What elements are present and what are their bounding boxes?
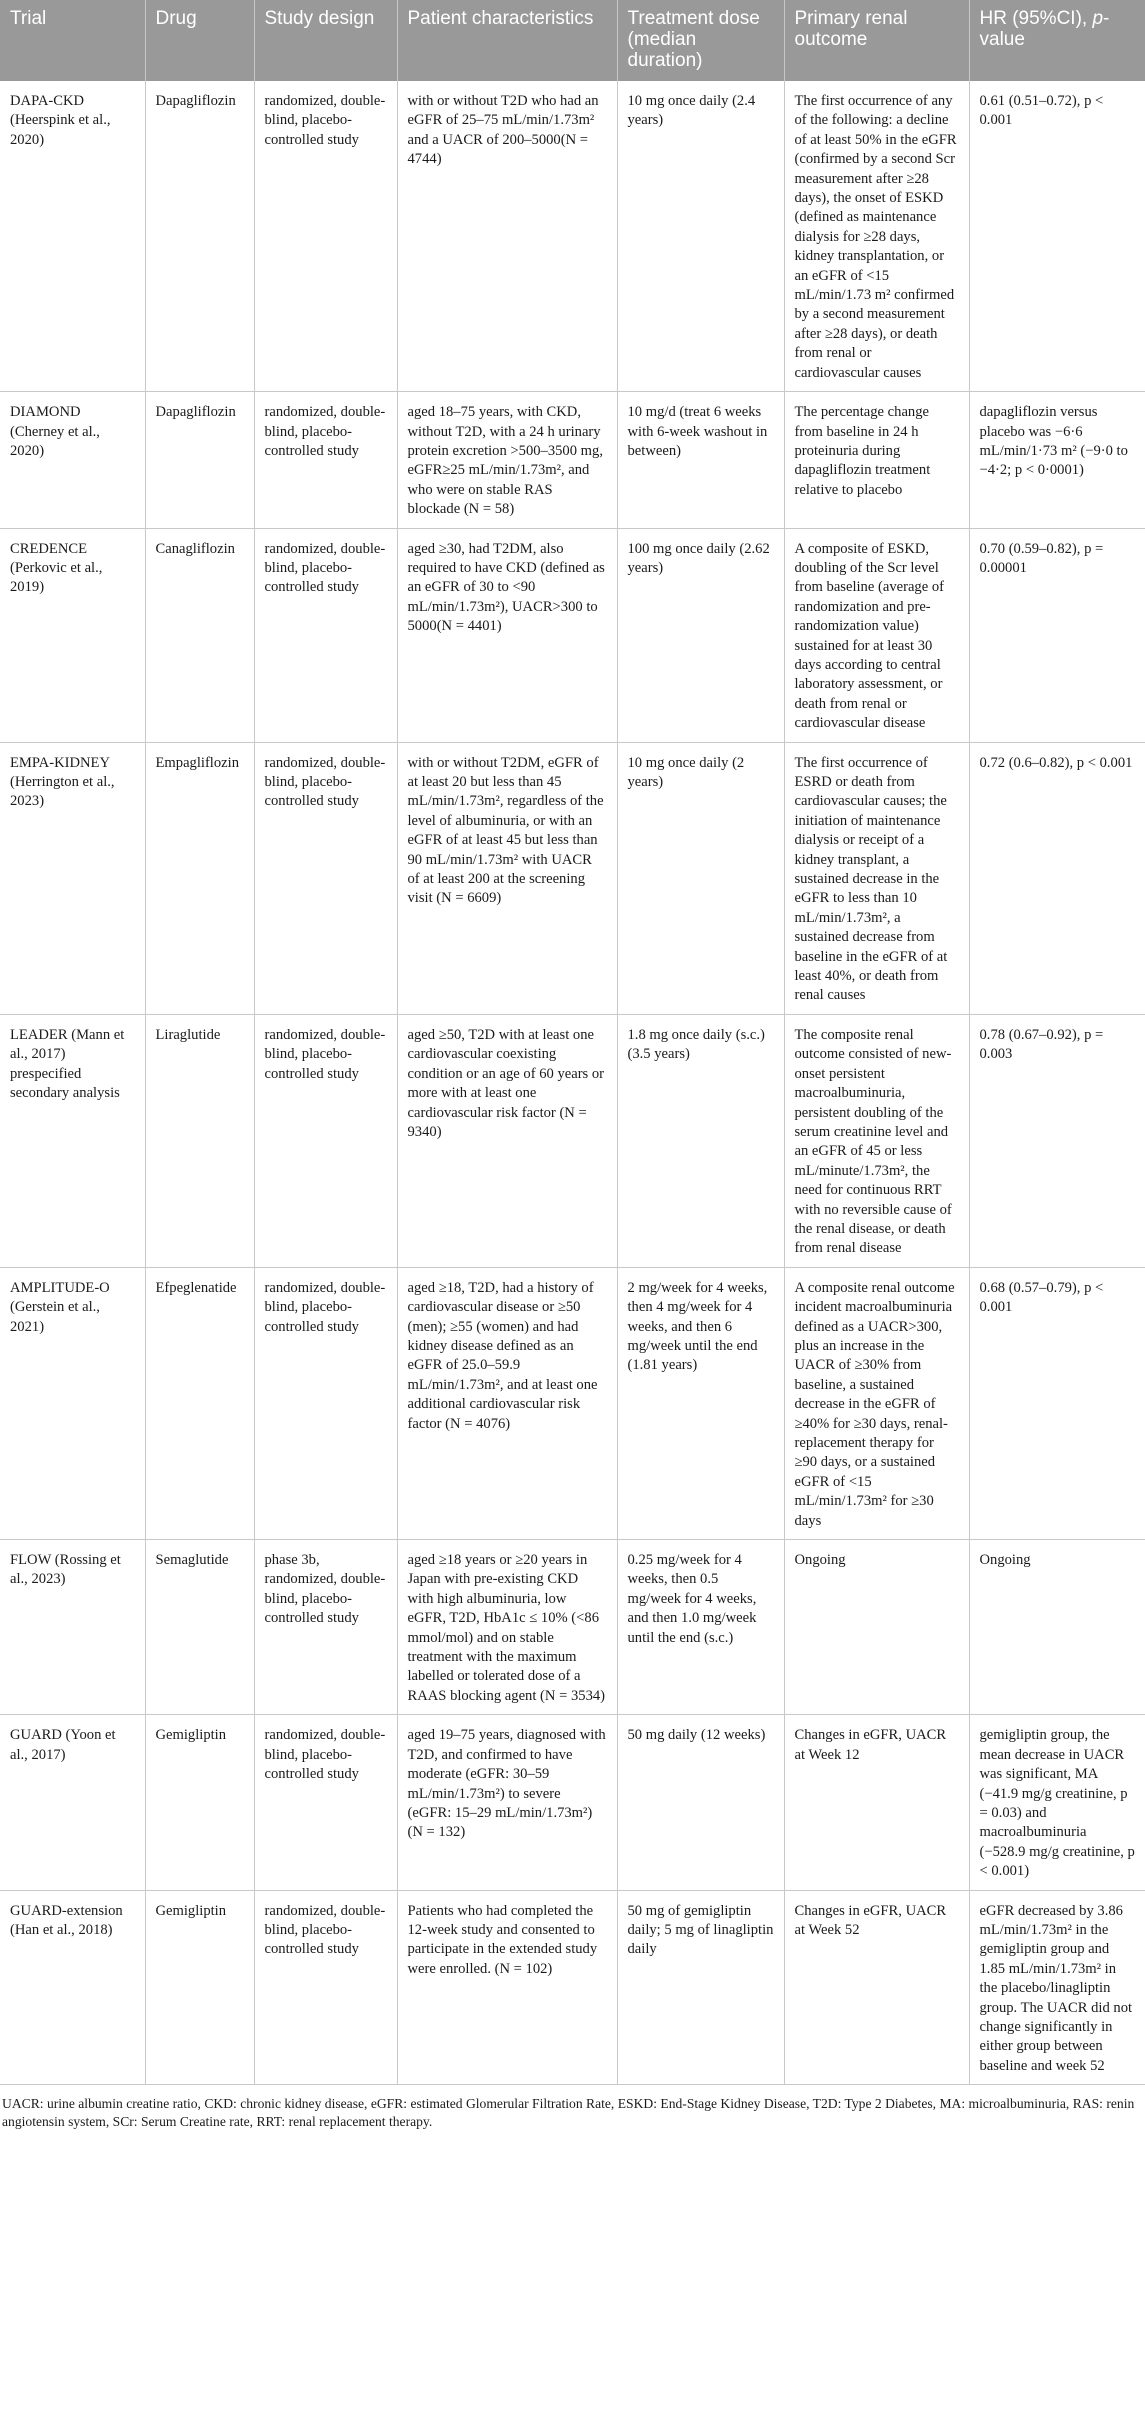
cell-dose: 100 mg once daily (2.62 years) — [617, 528, 784, 742]
cell-trial: DIAMOND (Cherney et al., 2020) — [0, 392, 145, 528]
cell-drug: Canagliflozin — [145, 528, 254, 742]
cell-patients: aged ≥18, T2D, had a history of cardiovascular disease or ≥50 (men); ≥55 (women) and had kidney disease defined as an eGFR of 25.0–59.9 mL/min/1.73m², and at least one additional cardiovascular risk factor (N = 4076) — [397, 1267, 617, 1539]
header-treatment-dose: Treatment dose (median duration) — [617, 0, 784, 81]
cell-dose: 10 mg/d (treat 6 weeks with 6-week washout in between) — [617, 392, 784, 528]
cell-drug: Dapagliflozin — [145, 392, 254, 528]
header-drug: Drug — [145, 0, 254, 81]
cell-patients: aged ≥50, T2D with at least one cardiovascular coexisting condition or an age of 60 years or more with at least one cardiovascular risk factor (N = 9340) — [397, 1014, 617, 1267]
cell-hr: 0.72 (0.6–0.82), p < 0.001 — [969, 742, 1145, 1014]
cell-dose: 1.8 mg once daily (s.c.) (3.5 years) — [617, 1014, 784, 1267]
cell-design: randomized, double-blind, placebo-controlled study — [254, 1715, 397, 1890]
cell-outcome: Changes in eGFR, UACR at Week 12 — [784, 1715, 969, 1890]
cell-design: randomized, double-blind, placebo-controlled study — [254, 1890, 397, 2085]
cell-design: randomized, double-blind, placebo-controlled study — [254, 81, 397, 392]
cell-drug: Gemigliptin — [145, 1890, 254, 2085]
cell-dose: 50 mg daily (12 weeks) — [617, 1715, 784, 1890]
table-body — [0, 81, 1145, 2085]
cell-design: phase 3b, randomized, double-blind, placebo-controlled study — [254, 1540, 397, 1715]
cell-hr: 0.78 (0.67–0.92), p = 0.003 — [969, 1014, 1145, 1267]
cell-hr: eGFR decreased by 3.86 mL/min/1.73m² in the gemigliptin group and 1.85 mL/min/1.73m² in the placebo/linagliptin group. The UACR did not change significantly in either group between baseline and week 52 — [969, 1890, 1145, 2085]
header-row — [0, 0, 1145, 81]
cell-patients: with or without T2D who had an eGFR of 25–75 mL/min/1.73m² and a UACR of 200–5000(N = 4744) — [397, 81, 617, 392]
cell-outcome: The percentage change from baseline in 24 h proteinuria during dapagliflozin treatment relative to placebo — [784, 392, 969, 528]
cell-patients: Patients who had completed the 12-week study and consented to participate in the extended study were enrolled. (N = 102) — [397, 1890, 617, 2085]
table-row — [0, 1715, 1145, 1890]
table-row — [0, 1014, 1145, 1267]
header-study-design: Study design — [254, 0, 397, 81]
cell-outcome: The composite renal outcome consisted of new-onset persistent macroalbuminuria, persistent doubling of the serum creatinine level and an eGFR of 45 or less mL/minute/1.73m², the need for continuous RRT with no reversible cause of the renal disease, or death from renal disease — [784, 1014, 969, 1267]
cell-outcome: The first occurrence of ESRD or death from cardiovascular causes; the initiation of maintenance dialysis or receipt of a kidney transplant, a sustained decrease in the eGFR to less than 10 mL/min/1.73m², a sustained decrease from baseline in the eGFR of at least 40%, or death from renal causes — [784, 742, 969, 1014]
header-trial: Trial — [0, 0, 145, 81]
cell-dose: 0.25 mg/week for 4 weeks, then 0.5 mg/week for 4 weeks, and then 1.0 mg/week until the end (s.c.) — [617, 1540, 784, 1715]
cell-hr: 0.70 (0.59–0.82), p = 0.00001 — [969, 528, 1145, 742]
header-hr-main: HR (95%CI), — [979, 8, 1093, 29]
header-hr — [969, 0, 1145, 81]
cell-drug: Gemigliptin — [145, 1715, 254, 1890]
header-hr-p: p — [1092, 8, 1104, 29]
table-row — [0, 1890, 1145, 2085]
cell-trial: GUARD-extension (Han et al., 2018) — [0, 1890, 145, 2085]
table-row — [0, 392, 1145, 528]
cell-outcome: A composite of ESKD, doubling of the Scr level from baseline (average of randomization and pre-randomization value) sustained for at least 30 days according to central laboratory assessment, or death from renal or cardiovascular disease — [784, 528, 969, 742]
table-row — [0, 81, 1145, 392]
cell-design: randomized, double-blind, placebo-controlled study — [254, 1014, 397, 1267]
cell-hr: dapagliflozin versus placebo was −6·6 mL/min/1·73 m² (−9·0 to −4·2; p < 0·0001) — [969, 392, 1145, 528]
cell-hr: 0.61 (0.51–0.72), p < 0.001 — [969, 81, 1145, 392]
table-row — [0, 528, 1145, 742]
cell-outcome: Ongoing — [784, 1540, 969, 1715]
table-row — [0, 1267, 1145, 1539]
cell-outcome: A composite renal outcome incident macroalbuminuria defined as a UACR>300, plus an increase in the UACR of ≥30% from baseline, a sustained decrease in the eGFR of ≥40% for ≥30 days, renal-replacement therapy for ≥90 days, or a sustained eGFR of <15 mL/min/1.73m² for ≥30 days — [784, 1267, 969, 1539]
cell-hr: gemigliptin group, the mean decrease in UACR was significant, MA (−41.9 mg/g creatinine, p = 0.03) and macroalbuminuria (−528.9 mg/g creatinine, p < 0.001) — [969, 1715, 1145, 1890]
cell-trial: AMPLITUDE-O (Gerstein et al., 2021) — [0, 1267, 145, 1539]
cell-design: randomized, double-blind, placebo-controlled study — [254, 1267, 397, 1539]
cell-dose: 10 mg once daily (2 years) — [617, 742, 784, 1014]
cell-dose: 2 mg/week for 4 weeks, then 4 mg/week for 4 weeks, and then 6 mg/week until the end (1.81 years) — [617, 1267, 784, 1539]
cell-trial: GUARD (Yoon et al., 2017) — [0, 1715, 145, 1890]
cell-outcome: The first occurrence of any of the following: a decline of at least 50% in the eGFR (confirmed by a second Scr measurement after ≥28 days), the onset of ESKD (defined as maintenance dialysis for ≥28 days, kidney transplantation, or an eGFR of <15 mL/min/1.73 m² confirmed by a second measurement after ≥28 days), or death from renal or cardiovascular causes — [784, 81, 969, 392]
table-footnote: UACR: urine albumin creatine ratio, CKD: chronic kidney disease, eGFR: estimated Glomerular Filtration Rate, ESKD: End-Stage Kidney Disease, T2D: Type 2 Diabetes, MA: microalbuminuria, RAS: renin angiotensin system, SCr: Serum Creatine rate, RRT: renal replacement therapy. — [2, 2096, 1135, 2130]
cell-hr: Ongoing — [969, 1540, 1145, 1715]
cell-design: randomized, double-blind, placebo-controlled study — [254, 392, 397, 528]
cell-trial: FLOW (Rossing et al., 2023) — [0, 1540, 145, 1715]
header-patient-characteristics: Patient characteristics — [397, 0, 617, 81]
cell-trial: DAPA-CKD (Heerspink et al., 2020) — [0, 81, 145, 392]
cell-patients: aged 18–75 years, with CKD, without T2D, with a 24 h urinary protein excretion >500–3500 mg, eGFR≥25 mL/min/1.73m², and who were on stable RAS blockade (N = 58) — [397, 392, 617, 528]
cell-hr: 0.68 (0.57–0.79), p < 0.001 — [969, 1267, 1145, 1539]
cell-patients: with or without T2DM, eGFR of at least 20 but less than 45 mL/min/1.73m², regardless of the level of albuminuria, or with an eGFR of at least 45 but less than 90 mL/min/1.73m² with UACR of at least 200 at the screening visit (N = 6609) — [397, 742, 617, 1014]
table-row — [0, 1540, 1145, 1715]
cell-patients: aged ≥18 years or ≥20 years in Japan with pre-existing CKD with high albuminuria, low eGFR, T2D, HbA1c ≤ 10% (<86 mmol/mol) and on stable treatment with the maximum labelled or tolerated dose of a RAAS blocking agent (N = 3534) — [397, 1540, 617, 1715]
cell-drug: Semaglutide — [145, 1540, 254, 1715]
cell-outcome: Changes in eGFR, UACR at Week 52 — [784, 1890, 969, 2085]
cell-drug: Dapagliflozin — [145, 81, 254, 392]
cell-trial: CREDENCE (Perkovic et al., 2019) — [0, 528, 145, 742]
cell-drug: Efpeglenatide — [145, 1267, 254, 1539]
header-hr-tail: -value — [979, 8, 1110, 50]
cell-drug: Liraglutide — [145, 1014, 254, 1267]
table-row — [0, 742, 1145, 1014]
cell-trial: EMPA-KIDNEY (Herrington et al., 2023) — [0, 742, 145, 1014]
cell-trial: LEADER (Mann et al., 2017) prespecified secondary analysis — [0, 1014, 145, 1267]
cell-patients: aged 19–75 years, diagnosed with T2D, and confirmed to have moderate (eGFR: 30–59 mL/min/1.73m²) to severe (eGFR: 15–29 mL/min/1.73m²) (N = 132) — [397, 1715, 617, 1890]
cell-drug: Empagliflozin — [145, 742, 254, 1014]
cell-patients: aged ≥30, had T2DM, also required to have CKD (defined as an eGFR of 30 to <90 mL/min/1.73m²), UACR>300 to 5000(N = 4401) — [397, 528, 617, 742]
cell-dose: 50 mg of gemigliptin daily; 5 mg of linagliptin daily — [617, 1890, 784, 2085]
cell-design: randomized, double-blind, placebo-controlled study — [254, 528, 397, 742]
cell-dose: 10 mg once daily (2.4 years) — [617, 81, 784, 392]
header-primary-renal-outcome: Primary renal outcome — [784, 0, 969, 81]
cell-design: randomized, double-blind, placebo-controlled study — [254, 742, 397, 1014]
table-header — [0, 0, 1145, 81]
